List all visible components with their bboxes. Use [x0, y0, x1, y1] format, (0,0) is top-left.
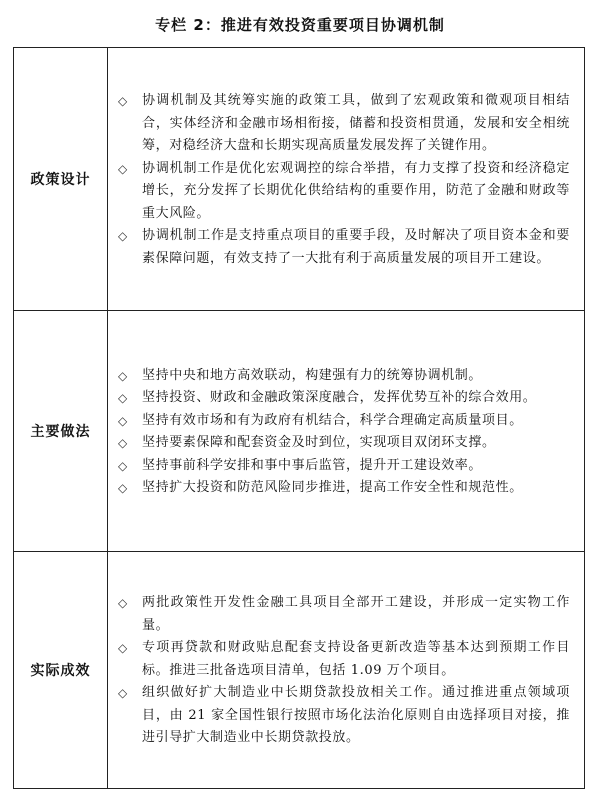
list-item — [118, 410, 570, 433]
list-item-text: 坚持中央和地方高效联动，构建强有力的统筹协调机制。 — [142, 367, 483, 383]
diamond-arrow-bullet-icon: ◇ — [118, 596, 128, 611]
diamond-arrow-bullet-icon: ◇ — [118, 458, 128, 473]
page-title: 专栏 2：推进有效投资重要项目协调机制 — [155, 16, 445, 34]
list-item — [118, 90, 570, 158]
list-item-text: 坚持有效市场和有为政府有机结合，科学合理确定高质量项目。 — [142, 412, 523, 428]
list-item-text: 两批政策性开发性金融工具项目全部开工建设，并形成一定实物工作量。 — [142, 595, 570, 633]
diamond-arrow-bullet-icon: ◇ — [118, 229, 128, 243]
diamond-arrow-bullet-icon: ◇ — [118, 368, 128, 383]
list-item — [118, 637, 570, 682]
info-box-table — [13, 47, 585, 789]
list-item-text: 坚持事前科学安排和事中事后监管，提升开工建设效率。 — [142, 457, 483, 473]
list-item — [118, 592, 570, 637]
list-item — [118, 432, 570, 455]
diamond-arrow-bullet-icon: ◇ — [118, 686, 128, 701]
list-item — [118, 158, 570, 226]
list-item — [118, 387, 570, 410]
section-body — [108, 311, 585, 552]
section-heading: 政策设计 — [14, 48, 108, 311]
list-item — [118, 455, 570, 478]
diamond-arrow-bullet-icon: ◇ — [118, 94, 128, 108]
section-body — [108, 48, 585, 311]
list-item-text: 坚持扩大投资和防范风险同步推进，提高工作安全性和规范性。 — [142, 480, 523, 495]
list-item-text: 协调机制及其统筹实施的政策工具，做到了宏观政策和微观项目相结合，实体经济和金融市场相衔接，储蓄和投资相贯通，发展和安全相统筹，对稳经济大盘和长期实现高质量发展发挥了关键作用。 — [142, 93, 570, 153]
section-heading: 主要做法 — [14, 311, 108, 552]
diamond-arrow-bullet-icon: ◇ — [118, 481, 128, 495]
list-item — [118, 365, 570, 388]
list-item-text: 坚持要素保障和配套资金及时到位，实现项目双闭环支撑。 — [142, 435, 496, 450]
diamond-arrow-bullet-icon: ◇ — [118, 413, 128, 428]
diamond-arrow-bullet-icon: ◇ — [118, 641, 128, 656]
list-item-text: 组织做好扩大制造业中长期贷款投放相关工作。通过推进重点领域项目，由 21 家全国性银行按照市场化法治化原则自由选择项目对接，推进引导扩大制造业中长期贷款投放。 — [142, 685, 570, 746]
diamond-arrow-bullet-icon: ◇ — [118, 161, 128, 176]
list-item-text: 坚持投资、财政和金融政策深度融合，发挥优势互补的综合效用。 — [142, 390, 537, 405]
diamond-arrow-bullet-icon: ◇ — [118, 436, 128, 450]
section-row — [14, 48, 585, 311]
list-item-text: 协调机制工作是支持重点项目的重要手段，及时解决了项目资本金和要素保障问题，有效支持了一大批有利于高质量发展的项目开工建设。 — [142, 228, 570, 266]
list-item-text: 协调机制工作是优化宏观调控的综合举措，有力支撑了投资和经济稳定增长，充分发挥了长期优化供给结构的重要作用，防范了金融和财政等重大风险。 — [142, 160, 570, 221]
section-row — [14, 311, 585, 552]
diamond-arrow-bullet-icon: ◇ — [118, 391, 128, 405]
list-item — [118, 682, 570, 750]
list-item-text: 专项再贷款和财政贴息配套支持设备更新改造等基本达到预期工作目标。推进三批备选项目清单，包括 1.09 万个项目。 — [142, 640, 570, 678]
section-heading: 实际成效 — [14, 552, 108, 789]
list-item — [118, 477, 570, 500]
list-item — [118, 225, 570, 270]
